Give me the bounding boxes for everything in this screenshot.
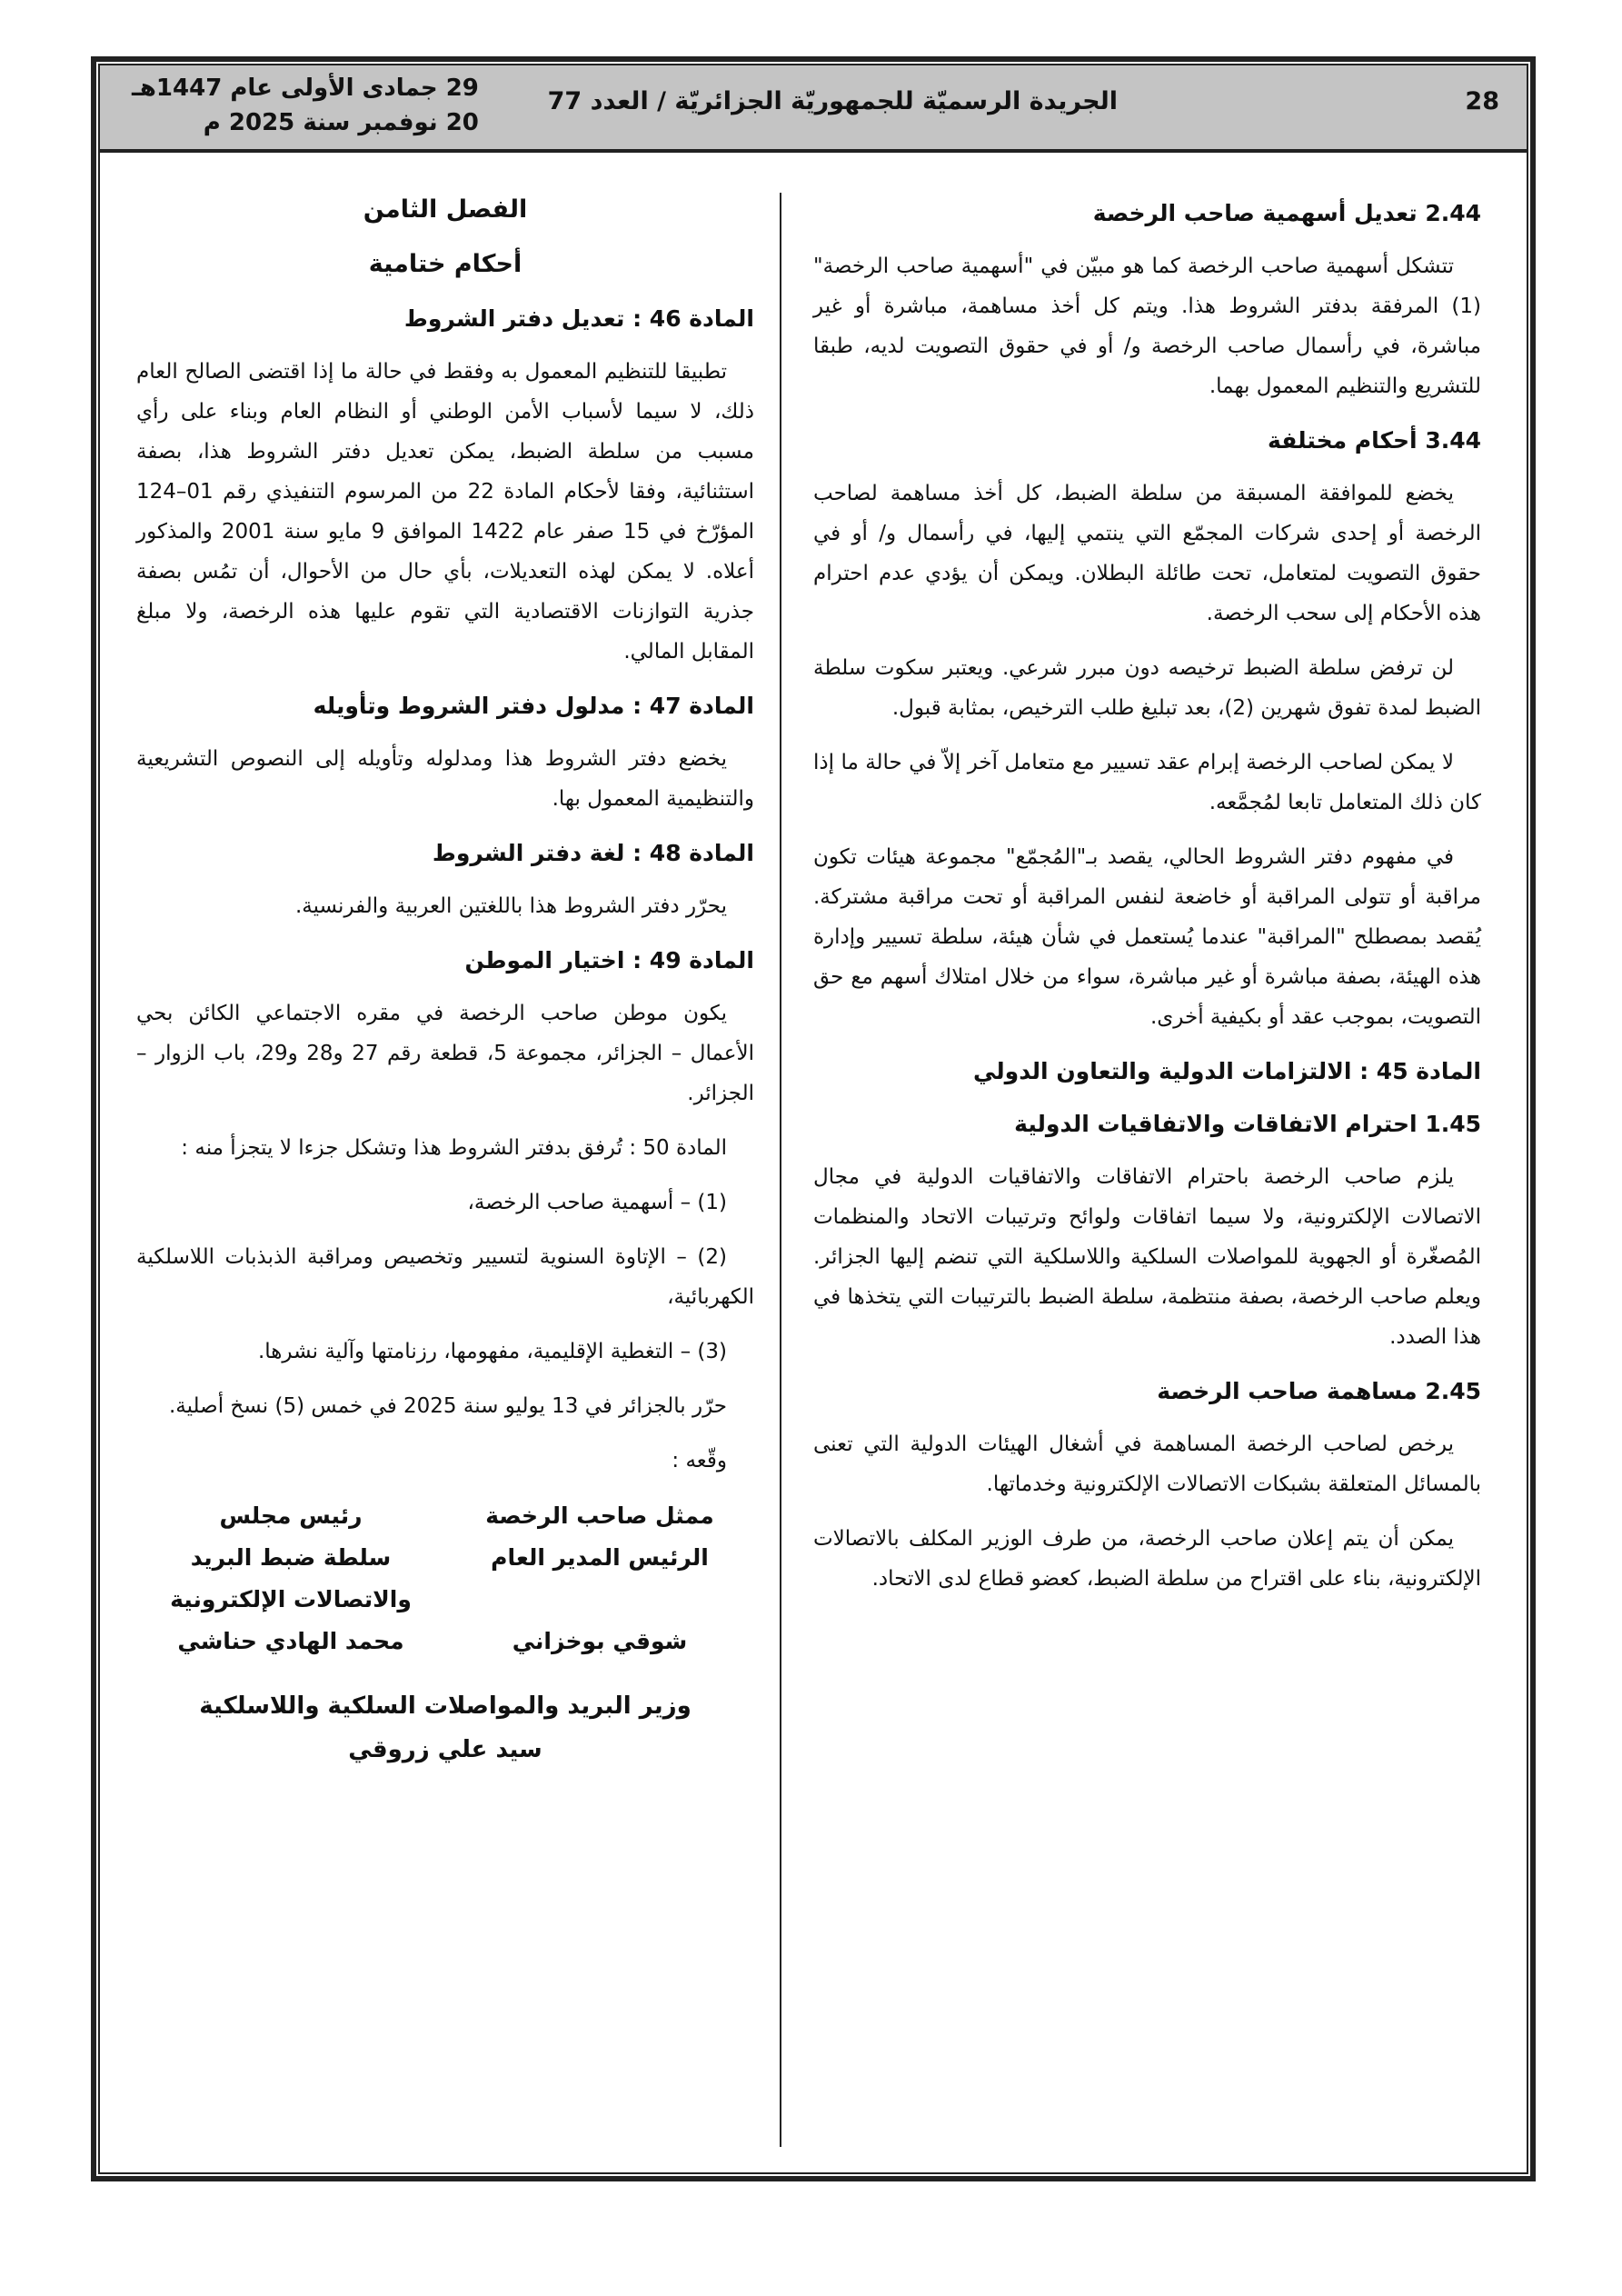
signatory-left-line: محمد الهادي حناشي: [177, 1628, 404, 1654]
section-heading: 2.44 تعديل أسهمية صاحب الرخصة: [1092, 200, 1481, 226]
paragraph: يحرّر دفتر الشروط هذا باللغتين العربية والفرنسية.: [294, 894, 727, 918]
signatory-left-line: رئيس مجلس: [219, 1502, 363, 1529]
paragraph: المادة 50 : تُرفق بدفتر الشروط هذا وتشكل جزءا لا يتجزأ منه :: [181, 1136, 727, 1160]
page-number: 28: [1465, 87, 1499, 115]
paragraph: (3) – التغطية الإقليمية، مفهومها، رزنامتها وآلية نشرها.: [257, 1340, 727, 1363]
paragraph: وقّعه :: [672, 1449, 727, 1472]
minister-name: سيد علي زروقي: [348, 1736, 542, 1763]
right-column: [813, 186, 1481, 1613]
date-hijri: 29 جمادى الأولى عام 1447هـ: [132, 75, 479, 102]
signatory-right-line: الرئيس المدير العام: [491, 1544, 709, 1571]
paragraph: (2) – الإتاوة السنوية لتسيير وتخصيص ومراقبة الذبذبات اللاسلكية الكهربائية،: [136, 1245, 754, 1309]
section-heading: 3.44 أحكام مختلفة: [1268, 427, 1481, 454]
section-heading: أحكام ختامية: [368, 250, 522, 278]
section-heading: المادة 47 : مدلول دفتر الشروط وتأويله: [313, 693, 754, 719]
section-heading: 2.45 مساهمة صاحب الرخصة: [1157, 1378, 1481, 1404]
section-heading: الفصل الثامن: [363, 195, 528, 224]
section-heading: المادة 46 : تعديل دفتر الشروط: [403, 305, 754, 332]
section-heading: المادة 45 : الالتزامات الدولية والتعاون الدولي: [973, 1058, 1481, 1084]
section-heading: 1.45 احترام الاتفاقات والاتفاقيات الدولية: [1014, 1111, 1481, 1137]
signatory-right-line: شوقي بوخزاني: [512, 1628, 688, 1654]
minister-title: وزير البريد والمواصلات السلكية واللاسلكية: [199, 1692, 692, 1720]
paragraph: لا يمكن لصاحب الرخصة إبرام عقد تسيير مع متعامل آخر إلاّ في حالة ما إذا كان ذلك المتعامل تابعا لمُجمَّعه.: [813, 751, 1481, 814]
section-heading: المادة 48 : لغة دفتر الشروط: [432, 840, 754, 866]
paragraph: يرخص لصاحب الرخصة المساهمة في أشغال الهيئات الدولية التي تعنى بالمسائل المتعلقة بشبكات الاتصالات الإلكترونية وخدماتها.: [813, 1433, 1481, 1496]
date-gregorian: 20 نوفمبر سنة 2025 م: [203, 109, 479, 136]
paragraph: تتشكل أسهمية صاحب الرخصة كما هو مبيّن في "أسهمية صاحب الرخصة" (1) المرفقة بدفتر الشروط هذا. ويتم كل أخذ مساهمة، مباشرة أو غير مباشرة، في رأسمال صاحب الرخصة و/ أو في حقوق التصويت لديه، طبقا للتشريع والتنظيم المعمول بهما.: [813, 255, 1481, 398]
left-column: [136, 186, 754, 1772]
paragraph: يلزم صاحب الرخصة باحترام الاتفاقات والاتفاقيات الدولية في مجال الاتصالات الإلكترونية، ولا سيما اتفاقات ولوائح وترتيبات الاتحاد والمنظمات المُصغّرة أو الجهوية للمواصلات السلكية واللاسلكية التي تنضم إليها الجزائر. ويعلم صاحب الرخصة، بصفة منتظمة، سلطة الضبط بالترتيبات التي يتخذها في هذا الصدد.: [813, 1165, 1481, 1349]
paragraph: يخضع دفتر الشروط هذا ومدلوله وتأويله إلى النصوص التشريعية والتنظيمية المعمول بها.: [136, 747, 754, 811]
signatures: [136, 1495, 754, 1662]
paragraph: حرّر بالجزائر في 13 يوليو سنة 2025 في خمس (5) نسخ أصلية.: [168, 1394, 727, 1418]
paragraph: يكون موطن صاحب الرخصة في مقره الاجتماعي الكائن بحي الأعمال – الجزائر، مجموعة 5، قطعة رقم 27 و28 و29، باب الزوار – الجزائر.: [136, 1002, 755, 1105]
paragraph: يمكن أن يتم إعلان صاحب الرخصة، من طرف الوزير المكلف بالاتصالات الإلكترونية، بناء على اقتراح من سلطة الضبط، كعضو قطاع لدى الاتحاد.: [813, 1527, 1481, 1591]
paragraph: في مفهوم دفتر الشروط الحالي، يقصد بـ"المُجمّع" مجموعة هيئات تكون مراقبة أو تتولى المراقبة أو خاضعة لنفس المراقبة أو تحت مراقبة مشتركة. يُقصد بمصطلح "المراقبة" عندما يُستعمل في شأن هيئة، سلطة تسيير وإدارة هذه الهيئة، بصفة مباشرة أو غير مباشرة، سواء من خلال امتلاك أسهم مع حق التصويت، بموجب عقد أو بكيفية أخرى.: [813, 845, 1481, 1029]
gazette-title: الجريدة الرسميّة للجمهوريّة الجزائريّة / العدد 77: [547, 87, 1118, 115]
minister-signature: [136, 1684, 754, 1772]
signatory-right-line: [445, 1579, 754, 1621]
section-heading: المادة 49 : اختيار الموطن: [464, 947, 754, 973]
column-divider: [780, 193, 781, 2147]
signatory-right-line: ممثل صاحب الرخصة: [485, 1502, 714, 1529]
paragraph: (1) – أسهمية صاحب الرخصة،: [467, 1191, 727, 1214]
signatory-left-line: والاتصالات الإلكترونية: [170, 1586, 412, 1612]
paragraph: لن ترفض سلطة الضبط ترخيصه دون مبرر شرعي. ويعتبر سكوت سلطة الضبط لمدة تفوق شهرين (2)، بعد تبليغ طلب الترخيص، بمثابة قبول.: [813, 656, 1481, 720]
page-header: [100, 65, 1527, 153]
paragraph: تطبيقا للتنظيم المعمول به وفقط في حالة ما إذا اقتضى الصالح العام ذلك، لا سيما لأسباب الأمن الوطني أو النظام العام وبناء على رأي مسبب من سلطة الضبط، يمكن تعديل دفتر الشروط هذا، بصفة استثنائية، وفقا لأحكام المادة 22 من المرسوم التنفيذي رقم 01–124 المؤرّخ في 15 صفر عام 1422 الموافق 9 مايو سنة 2001 والمذكور أعلاه. لا يمكن لهذه التعديلات، بأي حال من الأحوال، أن تمُس بصفة جذرية التوازنات الاقتصادية التي تقوم عليها هذه الرخصة، ولا مبلغ المقابل المالي.: [136, 360, 754, 664]
signatory-left-line: سلطة ضبط البريد: [190, 1544, 392, 1571]
paragraph: يخضع للموافقة المسبقة من سلطة الضبط، كل أخذ مساهمة لصاحب الرخصة أو إحدى شركات المجمّع التي ينتمي إليها، في رأسمال و/ أو في حقوق التصويت لمتعامل، تحت طائلة البطلان. ويمكن أن يؤدي عدم احترام هذه الأحكام إلى سحب الرخصة.: [813, 482, 1481, 625]
issue-date: [132, 71, 479, 140]
